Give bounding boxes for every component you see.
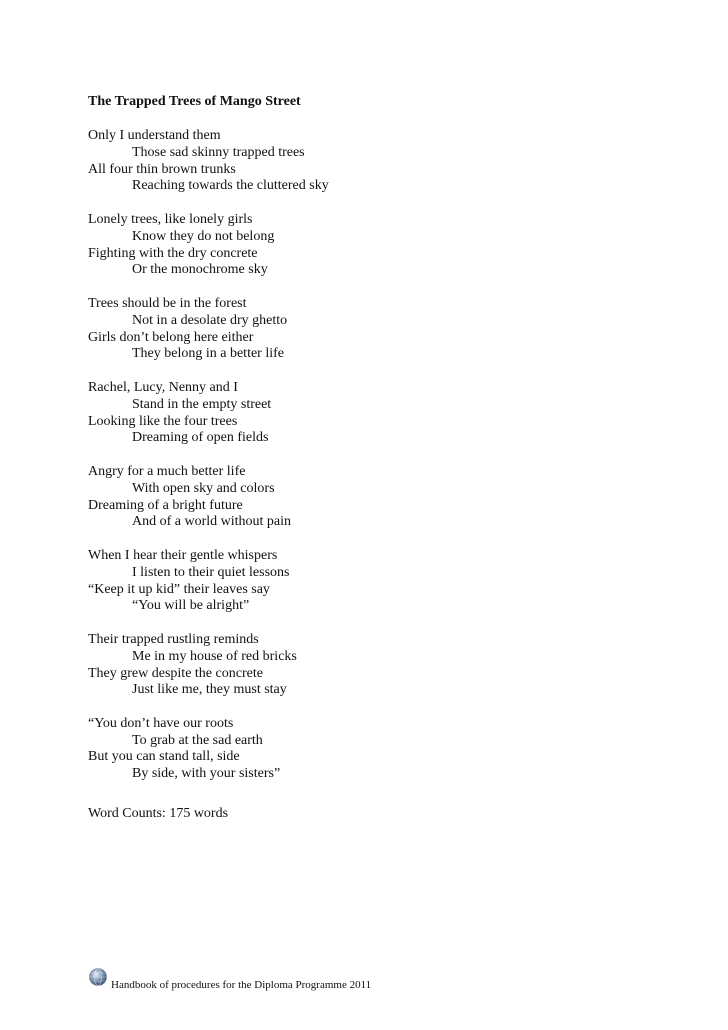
poem-title: The Trapped Trees of Mango Street xyxy=(88,94,301,109)
page-footer xyxy=(88,968,371,992)
poem-line: Stand in the empty street xyxy=(132,396,272,412)
stanza-7 xyxy=(88,632,329,699)
poem-line: Rachel, Lucy, Nenny and I xyxy=(88,379,238,395)
poem-line: Not in a desolate dry ghetto xyxy=(132,312,288,328)
poem-line: With open sky and colors xyxy=(132,480,275,496)
poem-line: Dreaming of a bright future xyxy=(88,497,243,513)
poem-line: Or the monochrome sky xyxy=(132,262,268,278)
stanza-1 xyxy=(88,128,329,195)
word-count: Word Counts: 175 words xyxy=(88,806,229,821)
footer-text: Handbook of procedures for the Diploma Programme 2011 xyxy=(111,979,372,991)
poem-line: “Keep it up kid” their leaves say xyxy=(88,581,270,597)
ib-globe-logo-icon xyxy=(88,967,108,987)
stanza-6 xyxy=(88,548,329,615)
poem-line: I listen to their quiet lessons xyxy=(132,564,290,580)
poem-line: Trees should be in the forest xyxy=(88,295,247,311)
poem-line: Just like me, they must stay xyxy=(132,682,287,698)
poem-line: “You don’t have our roots xyxy=(88,715,234,731)
poem-line: Lonely trees, like lonely girls xyxy=(88,211,253,227)
poem-line: Reaching towards the cluttered sky xyxy=(132,178,329,194)
poem-line: “You will be alright” xyxy=(132,598,250,614)
poem-line: To grab at the sad earth xyxy=(132,732,263,748)
poem-line: Fighting with the dry concrete xyxy=(88,245,258,261)
poem-line: Those sad skinny trapped trees xyxy=(132,144,305,160)
poem-line: But you can stand tall, side xyxy=(88,749,240,765)
poem-line: Looking like the four trees xyxy=(88,413,238,429)
poem-line: All four thin brown trunks xyxy=(88,161,236,177)
poem-line: When I hear their gentle whispers xyxy=(88,547,278,563)
stanza-3 xyxy=(88,296,329,363)
poem-line: Only I understand them xyxy=(88,128,221,143)
stanza-8 xyxy=(88,716,329,783)
poem-line: They grew despite the concrete xyxy=(88,665,263,681)
stanza-2 xyxy=(88,212,329,279)
poem-line: Their trapped rustling reminds xyxy=(88,631,259,647)
stanza-5 xyxy=(88,464,329,531)
poem-line: Know they do not belong xyxy=(132,228,275,244)
poem-body xyxy=(88,128,329,800)
poem-line: Dreaming of open fields xyxy=(132,430,269,446)
poem-line: Angry for a much better life xyxy=(88,463,246,479)
poem-line: They belong in a better life xyxy=(132,346,284,362)
poem-line: And of a world without pain xyxy=(132,514,292,530)
stanza-4 xyxy=(88,380,329,447)
poem-line: Me in my house of red bricks xyxy=(132,648,297,664)
poem-line: By side, with your sisters” xyxy=(132,766,281,782)
poem-line: Girls don’t belong here either xyxy=(88,329,254,345)
